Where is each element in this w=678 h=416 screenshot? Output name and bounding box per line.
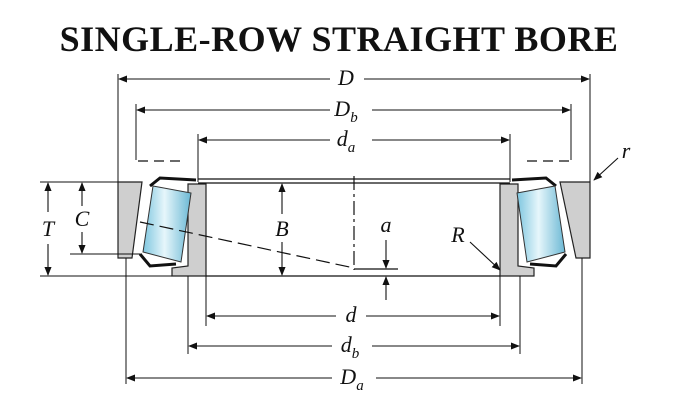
bearing-section-right bbox=[500, 178, 590, 276]
outer-ring-left bbox=[118, 182, 142, 258]
label-T: T bbox=[41, 216, 55, 241]
label-R: R bbox=[451, 222, 465, 247]
label-D: D bbox=[338, 65, 354, 90]
leader-r bbox=[594, 158, 618, 180]
label-Da: $D_a$ bbox=[340, 364, 364, 394]
label-B: B bbox=[275, 216, 289, 241]
label-C: C bbox=[74, 206, 90, 231]
label-da: $d_a$ bbox=[336, 126, 356, 156]
diagram-title: SINGLE-ROW STRAIGHT BORE bbox=[59, 19, 619, 59]
roller-right bbox=[517, 186, 565, 262]
leader-R bbox=[470, 242, 500, 270]
label-Db: $D_b$ bbox=[334, 96, 358, 126]
label-d: d bbox=[345, 302, 357, 327]
label-r: r bbox=[621, 138, 631, 163]
label-db: $d_b$ bbox=[340, 332, 360, 362]
label-a: a bbox=[380, 212, 392, 237]
